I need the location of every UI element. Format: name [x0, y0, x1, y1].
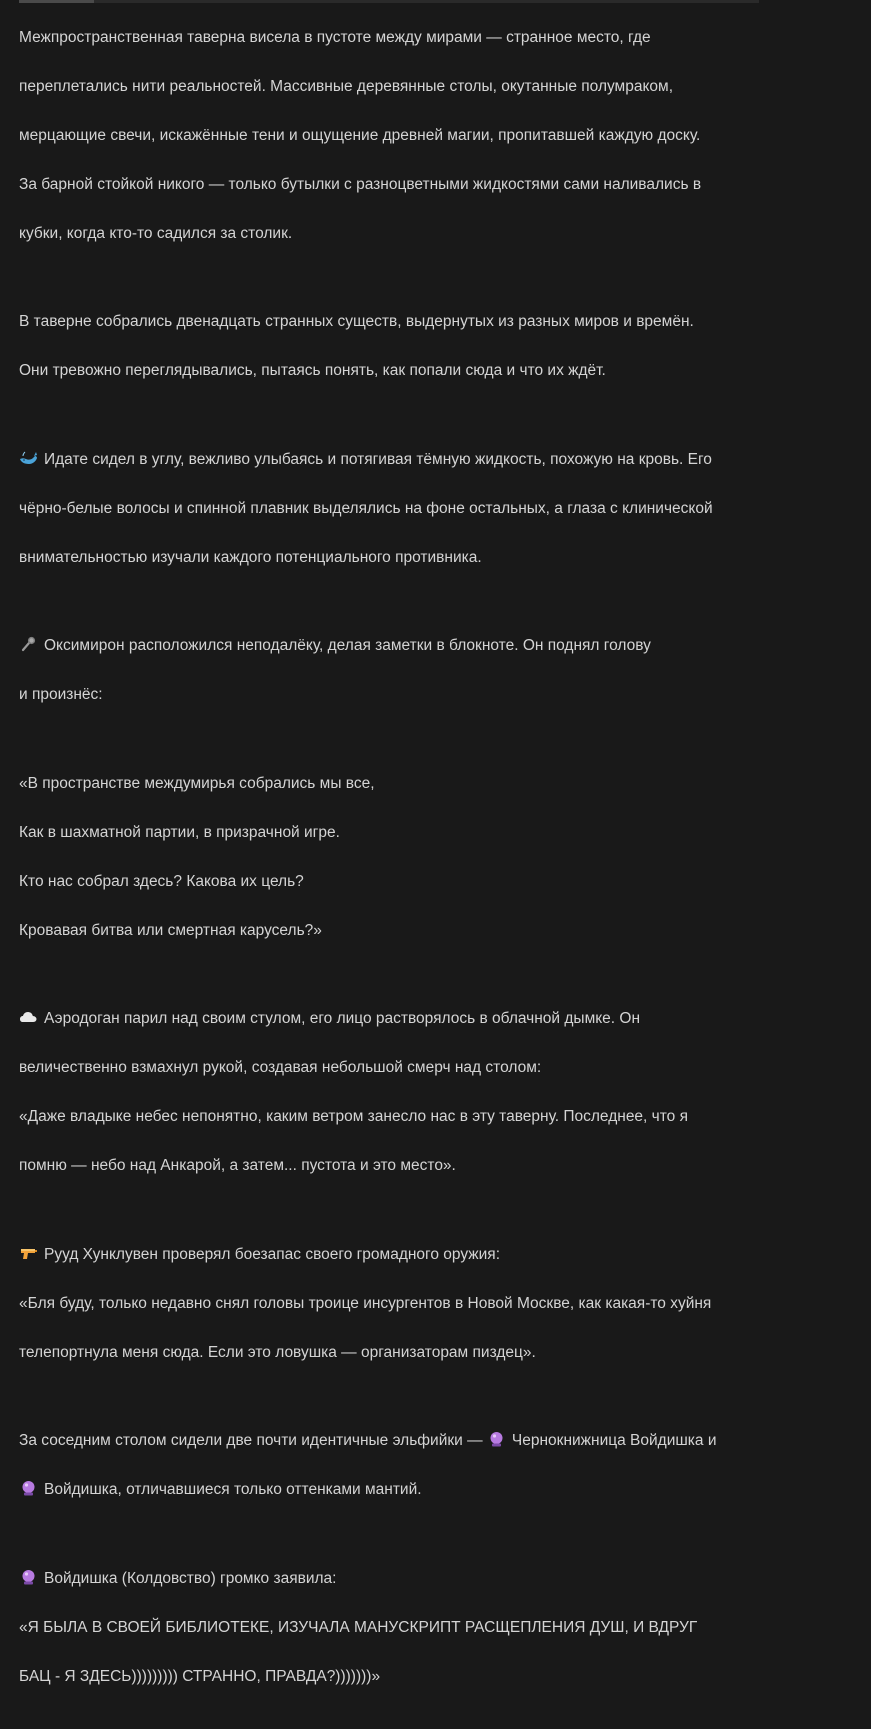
- paragraph-elves: [19, 1405, 769, 1528]
- text-line-content: Чернокнижница Войдишка и: [511, 1432, 717, 1449]
- text-line: помню — небо над Анкарой, а затем... пустота и это место».: [19, 1157, 456, 1174]
- paragraph-aerodogan: [19, 983, 769, 1204]
- text-line: [19, 1429, 769, 1454]
- story-document: [19, 0, 769, 1729]
- paragraph-twelve-creatures: [19, 286, 769, 409]
- text-line: «Бля буду, только недавно снял головы троице инсургентов в Новой Москве, как какая-то хуйня: [19, 1294, 712, 1312]
- text-line: «Я БЫЛА В СВОЕЙ БИБЛИОТЕКЕ, ИЗУЧАЛА МАНУСКРИПТ РАСЩЕПЛЕНИЯ ДУШ, И ВДРУГ: [19, 1618, 698, 1636]
- paragraph-voidishka: [19, 1542, 769, 1714]
- text-line-content: Войдишка (Колдовство) громко заявила:: [44, 1569, 337, 1587]
- paragraph-oxxxymiron: [19, 610, 769, 733]
- text-line: [19, 448, 769, 473]
- text-line: телепортнула меня сюда. Если это ловушка — организаторам пиздец».: [19, 1343, 536, 1361]
- text-line: «В пространстве междумирья собрались мы все,: [19, 774, 375, 792]
- text-line: Они тревожно переглядывались, пытаясь понять, как попали сюда и что их ждёт.: [19, 362, 606, 379]
- text-line: мерцающие свечи, искажённые тени и ощущение древней магии, пропитавшей каждую доску.: [19, 126, 701, 144]
- text-line: Кровавая битва или смертная карусель?»: [19, 921, 322, 939]
- text-line: и произнёс:: [19, 686, 103, 703]
- text-line: [19, 634, 769, 659]
- water-pistol-icon: [19, 1245, 38, 1261]
- text-line: [19, 1007, 769, 1032]
- text-line-content: Рууд Хунклувен проверял боезапас своего громадного оружия:: [44, 1245, 501, 1263]
- text-line-content: Аэродоган парил над своим стулом, его лицо растворялось в облачной дымке. Он: [44, 1010, 641, 1027]
- paragraph-poem: [19, 747, 769, 968]
- text-line: кубки, когда кто-то садился за столик.: [19, 224, 293, 242]
- microphone-icon: [19, 636, 38, 652]
- text-line-content: Идате сидел в углу, вежливо улыбаясь и потягивая тёмную жидкость, похожую на кровь. Его: [44, 450, 712, 468]
- text-line: переплетались нити реальностей. Массивные деревянные столы, окутанные полумраком,: [19, 77, 673, 95]
- text-line: За барной стойкой никого — только бутылки с разноцветными жидкостями сами наливались в: [19, 175, 702, 193]
- text-line: внимательностью изучали каждого потенциального противника.: [19, 548, 482, 566]
- text-line: БАЦ - Я ЗДЕСЬ))))))))) СТРАННО, ПРАВДА?)))))))»: [19, 1667, 381, 1685]
- paragraph-tavern-intro: [19, 1, 769, 271]
- text-line: [19, 1478, 769, 1503]
- paragraph-ruud: [19, 1218, 769, 1390]
- text-line-content: Войдишка, отличавшиеся только оттенками мантий.: [44, 1481, 422, 1498]
- paragraph-idate: [19, 423, 769, 595]
- text-line: [19, 1243, 769, 1268]
- text-line: Как в шахматной партии, в призрачной игре.: [19, 823, 340, 841]
- crystal-ball-icon: [19, 1569, 38, 1585]
- text-line: «Даже владыке небес непонятно, каким ветром занесло нас в эту таверну. Последнее, что я: [19, 1108, 688, 1125]
- text-line: Межпространственная таверна висела в пустоте между мирами — странное место, где: [19, 28, 651, 46]
- text-line-content: Оксимирон расположился неподалёку, делая заметки в блокноте. Он поднял голову: [44, 637, 651, 654]
- text-line: величественно взмахнул рукой, создавая небольшой смерч над столом:: [19, 1059, 542, 1076]
- crystal-ball-icon: [19, 1480, 38, 1496]
- cloud-icon: [19, 1009, 38, 1025]
- whale-icon: [19, 450, 38, 466]
- text-line: Кто нас собрал здесь? Какова их цель?: [19, 872, 304, 890]
- text-line: чёрно-белые волосы и спинной плавник выделялись на фоне остальных, а глаза с клинической: [19, 499, 713, 517]
- crystal-ball-icon: [487, 1431, 506, 1447]
- text-line: [19, 1567, 769, 1592]
- text-line-content: За соседним столом сидели две почти идентичные эльфийки —: [19, 1432, 487, 1449]
- text-line: В таверне собрались двенадцать странных существ, выдернутых из разных миров и времён.: [19, 313, 694, 330]
